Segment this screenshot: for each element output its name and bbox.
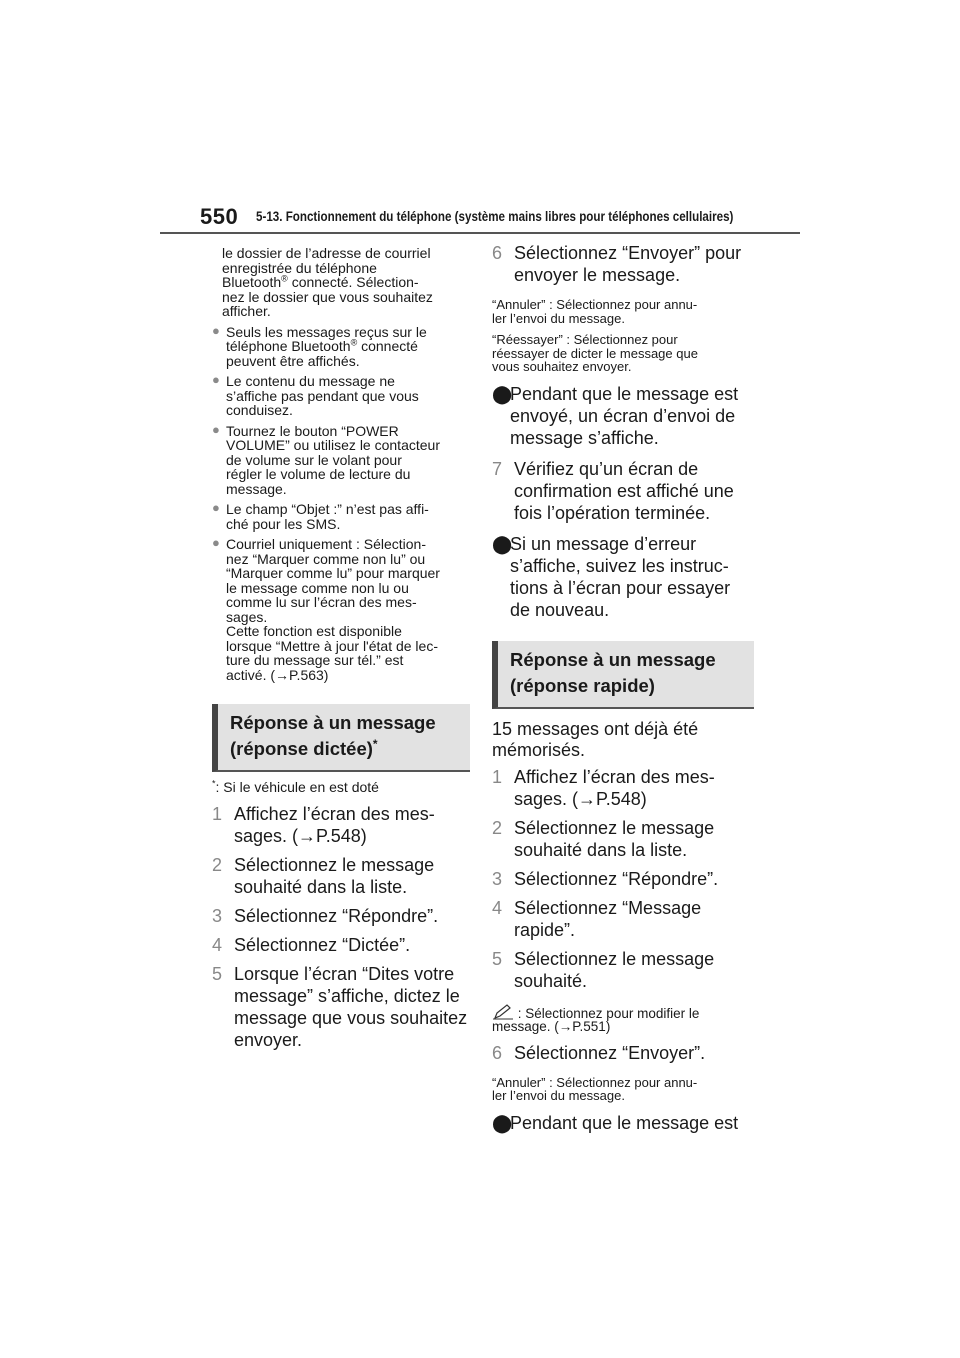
bullet-item: ● Tournez le bouton “POWER VOLUME” ou utilisez le contacteur de volume sur le volant pour régler le volume de lecture du message.	[212, 421, 440, 497]
section-heading-dictated-reply: Réponse à un message (réponse dictée)*	[212, 704, 470, 772]
step-item: 6 Sélectionnez “Envoyer” pour envoyer le message.	[492, 243, 742, 285]
step-item: 2 Sélectionnez le message souhaité dans la liste.	[492, 817, 715, 860]
section-header: 5-13. Fonctionnement du téléphone (système mains libres pour téléphones cellulaires)	[256, 209, 734, 224]
option-note: “Réessayer” : Sélectionnez pour réessayer de dicter le message que vous souhaitez envoyer.	[492, 332, 698, 374]
step-item: 6 Sélectionnez “Envoyer”.	[492, 1042, 706, 1063]
bullet-item: ● Le contenu du message ne s’affiche pas pendant que vous conduisez.	[212, 372, 419, 418]
bullet-icon: ●	[212, 535, 220, 550]
page-ref-link[interactable]: P.563)	[289, 666, 329, 683]
bullet-item: ● Courriel uniquement : Sélection- nez “Marquer comme non lu” ou “Marquer comme lu” pour marquer le message comme non lu ou comme lu sur l’écran des mes- sages. Cette fonction est disponible lorsque “Mettre à jour l'état de lec- ture du message sur tél.” est activé. (→P.563)	[212, 535, 440, 683]
footnote: *: Si le véhicule en est doté	[212, 778, 379, 795]
arrow-icon: →	[578, 788, 597, 809]
step-item: 5 Lorsque l’écran “Dites votre message” s’affiche, dictez le message que vous souhaitez envoyer.	[212, 963, 468, 1050]
edit-note: : Sélectionnez pour modifier le message. (→P.551)	[492, 1005, 700, 1034]
page-ref-link[interactable]: P.548)	[596, 788, 647, 809]
bullet-item: ⬤ Pendant que le message est	[492, 1112, 739, 1133]
step-item: 7 Vérifiez qu’un écran de confirmation est affiché une fois l’opération terminée.	[492, 458, 734, 523]
intro-text	[212, 246, 470, 319]
left-column	[212, 246, 470, 1051]
pencil-icon	[492, 1004, 514, 1020]
step-item: 5 Sélectionnez le message souhaité.	[492, 948, 715, 991]
bullet-item: ● Seuls les messages reçus sur le téléphone Bluetooth® connecté peuvent être affichés.	[212, 322, 427, 369]
step-item: 2 Sélectionnez le message souhaité dans la liste.	[212, 854, 435, 897]
step-item: 4 Sélectionnez “Dictée”.	[212, 934, 411, 955]
arrow-icon: →	[298, 825, 317, 846]
arrow-icon: →	[275, 666, 290, 683]
step-item: 3 Sélectionnez “Répondre”.	[492, 868, 719, 889]
text-line: afficher.	[222, 303, 271, 319]
bullet-item: ⬤ Si un message d’erreur s’affiche, suivez les instruc- tions à l’écran pour essayer de nouveau.	[492, 533, 731, 620]
text-line: Bluetooth® connecté. Sélection-	[222, 273, 419, 290]
bullet-icon: ●	[212, 500, 220, 515]
text-line: enregistrée du téléphone	[222, 259, 377, 276]
text-line: nez le dossier que vous souhaitez	[222, 288, 433, 305]
bullet-icon: ●	[212, 372, 220, 387]
page-ref-link[interactable]: P.548)	[316, 825, 367, 846]
header-rule	[160, 232, 800, 234]
bullet-icon: ●	[212, 421, 220, 437]
bullet-item: ● Le champ “Objet :” n’est pas affi- ché pour les SMS.	[212, 500, 429, 532]
bullet-icon: ●	[212, 322, 220, 338]
page-number: 550	[200, 204, 239, 229]
right-column	[492, 243, 754, 1134]
step-item: 1 Affichez l’écran des mes- sages. (→P.548)	[212, 803, 435, 846]
bullet-icon: ⬤	[492, 533, 513, 554]
bullet-item: ⬤ Pendant que le message est envoyé, un écran d’envoi de message s’affiche.	[492, 383, 739, 448]
option-note: “Annuler” : Sélectionnez pour annu- ler l’envoi du message.	[492, 297, 698, 326]
step-item: 4 Sélectionnez “Message rapide”.	[492, 897, 702, 940]
option-note: “Annuler” : Sélectionnez pour annu- ler l’envoi du message.	[492, 1074, 698, 1103]
bullet-icon: ⬤	[492, 1112, 513, 1133]
step-item: 1 Affichez l’écran des mes- sages. (→P.548)	[492, 766, 715, 809]
page-ref-link[interactable]: P.551)	[572, 1019, 611, 1034]
step-item: 3 Sélectionnez “Répondre”.	[212, 905, 439, 926]
text-line: le dossier de l’adresse de courriel	[222, 245, 431, 261]
arrow-icon: →	[558, 1019, 573, 1034]
section-heading-quick-reply: Réponse à un message (réponse rapide)	[492, 641, 754, 709]
paragraph: 15 messages ont déjà été mémorisés.	[492, 718, 699, 760]
bullet-icon: ⬤	[492, 383, 513, 404]
